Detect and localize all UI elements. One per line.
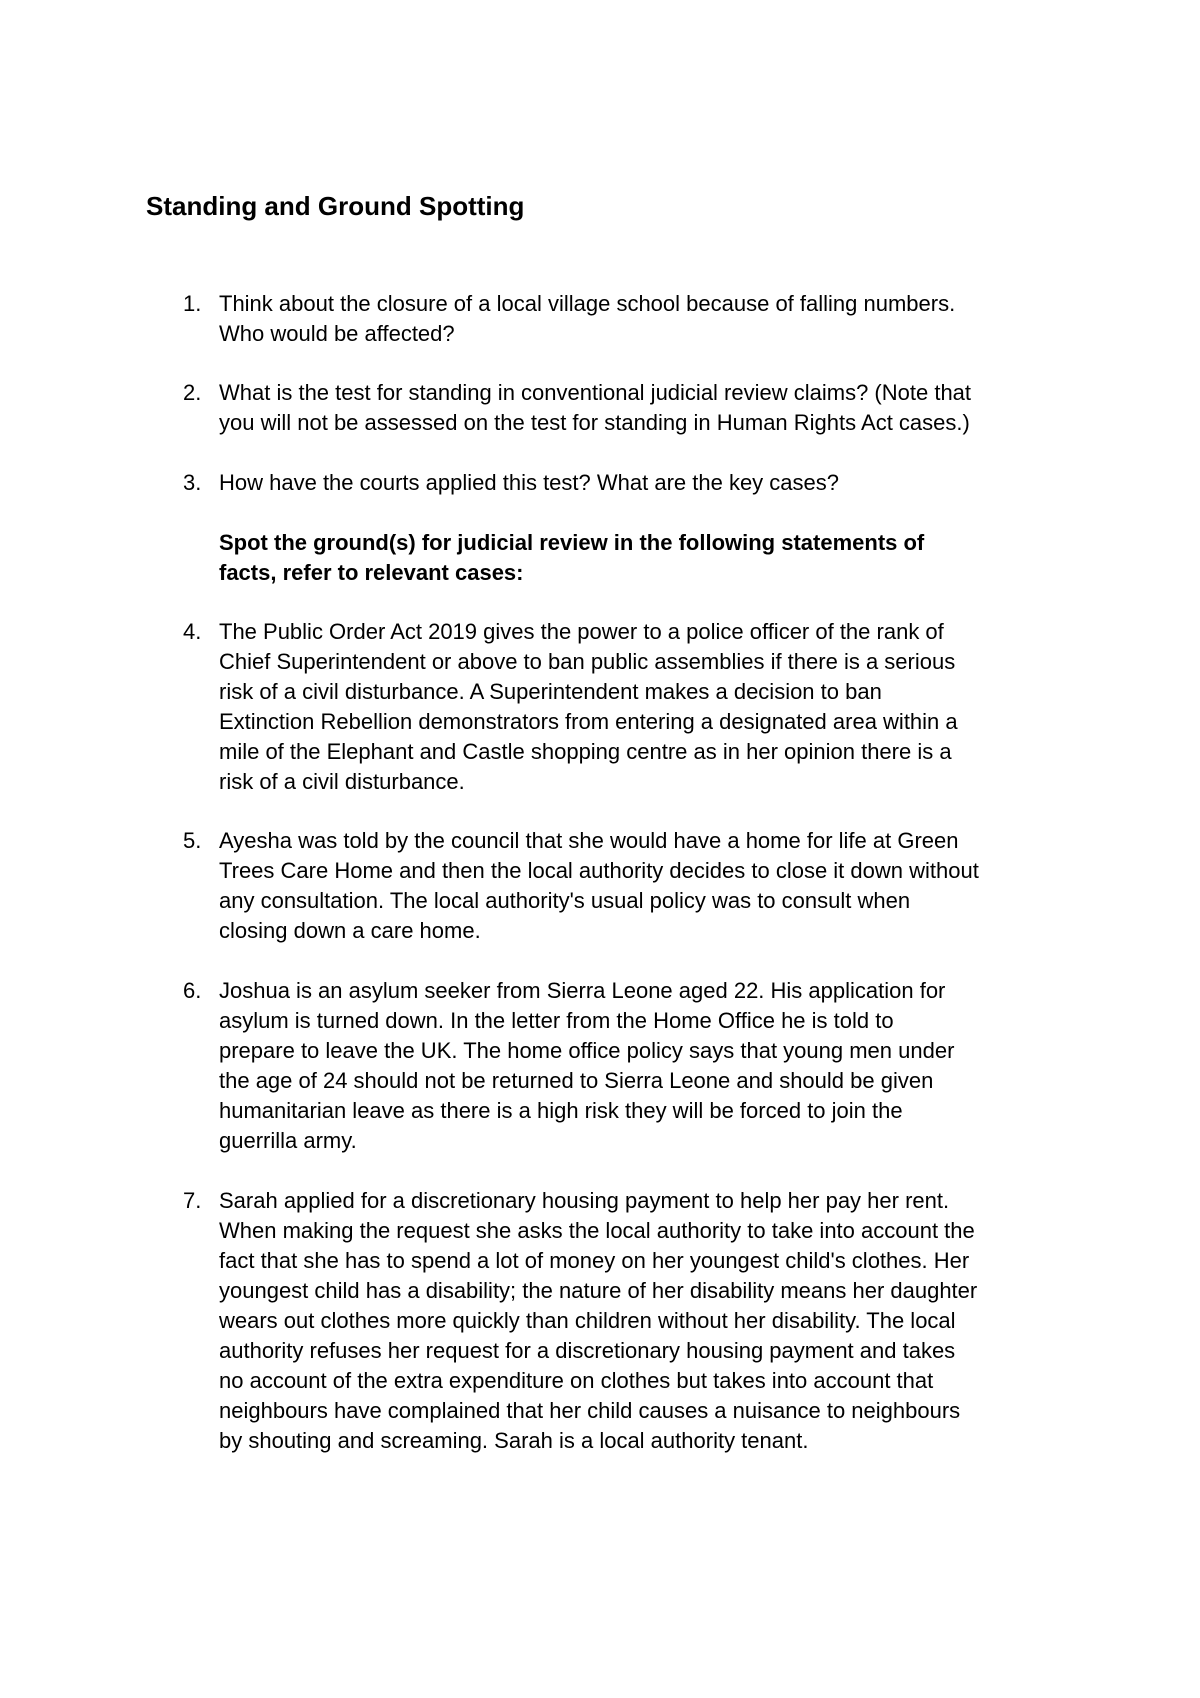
scenario-line: prepare to leave the UK. The home office policy says that young men under bbox=[219, 1038, 955, 1063]
scenario-line: authority refuses her request for a discretionary housing payment and takes bbox=[219, 1338, 956, 1363]
section-heading-line: facts, refer to relevant cases: bbox=[219, 560, 524, 585]
scenario-line: guerrilla army. bbox=[219, 1128, 357, 1153]
list-number: 5. bbox=[183, 828, 202, 853]
scenario-line: any consultation. The local authority's usual policy was to consult when bbox=[219, 888, 911, 913]
list-number: 4. bbox=[183, 619, 202, 644]
scenario-line: risk of a civil disturbance. A Superintendent makes a decision to ban bbox=[219, 679, 882, 704]
scenario-line: Trees Care Home and then the local authority decides to close it down without bbox=[219, 858, 979, 883]
question-line: Who would be affected? bbox=[219, 321, 455, 346]
list-number: 1. bbox=[183, 291, 202, 316]
scenario-line: risk of a civil disturbance. bbox=[219, 769, 465, 794]
scenario-line: closing down a care home. bbox=[219, 918, 481, 943]
scenario-line: Sarah applied for a discretionary housing payment to help her pay her rent. bbox=[219, 1188, 950, 1213]
scenario-line: The Public Order Act 2019 gives the power to a police officer of the rank of bbox=[219, 619, 944, 644]
scenario-line: neighbours have complained that her child causes a nuisance to neighbours bbox=[219, 1398, 961, 1423]
scenario-line: Extinction Rebellion demonstrators from entering a designated area within a bbox=[219, 709, 958, 734]
scenario-line: no account of the extra expenditure on clothes but takes into account that bbox=[219, 1368, 934, 1393]
question-line: you will not be assessed on the test for standing in Human Rights Act cases.) bbox=[219, 410, 970, 435]
page-title: Standing and Ground Spotting bbox=[146, 191, 525, 221]
question-line: Think about the closure of a local village school because of falling numbers. bbox=[219, 291, 956, 316]
scenario-line: by shouting and screaming. Sarah is a local authority tenant. bbox=[219, 1428, 809, 1453]
scenario-line: Chief Superintendent or above to ban public assemblies if there is a serious bbox=[219, 649, 956, 674]
question-line: How have the courts applied this test? What are the key cases? bbox=[219, 470, 839, 495]
list-number: 7. bbox=[183, 1188, 202, 1213]
list-number: 3. bbox=[183, 470, 202, 495]
scenario-line: asylum is turned down. In the letter from the Home Office he is told to bbox=[219, 1008, 894, 1033]
section-heading-line: Spot the ground(s) for judicial review in the following statements of bbox=[219, 530, 925, 555]
scenario-line: mile of the Elephant and Castle shopping centre as in her opinion there is a bbox=[219, 739, 952, 764]
list-number: 2. bbox=[183, 380, 202, 405]
scenario-line: youngest child has a disability; the nature of her disability means her daughter bbox=[219, 1278, 978, 1303]
scenario-line: fact that she has to spend a lot of money on her youngest child's clothes. Her bbox=[219, 1248, 970, 1273]
scenario-line: When making the request she asks the local authority to take into account the bbox=[219, 1218, 975, 1243]
list-number: 6. bbox=[183, 978, 202, 1003]
scenario-line: wears out clothes more quickly than children without her disability. The local bbox=[219, 1308, 956, 1333]
scenario-line: the age of 24 should not be returned to Sierra Leone and should be given bbox=[219, 1068, 934, 1093]
scenario-line: Ayesha was told by the council that she would have a home for life at Green bbox=[219, 828, 959, 853]
scenario-line: Joshua is an asylum seeker from Sierra Leone aged 22. His application for bbox=[219, 978, 946, 1003]
question-line: What is the test for standing in conventional judicial review claims? (Note that bbox=[219, 380, 972, 405]
scenario-line: humanitarian leave as there is a high risk they will be forced to join the bbox=[219, 1098, 903, 1123]
